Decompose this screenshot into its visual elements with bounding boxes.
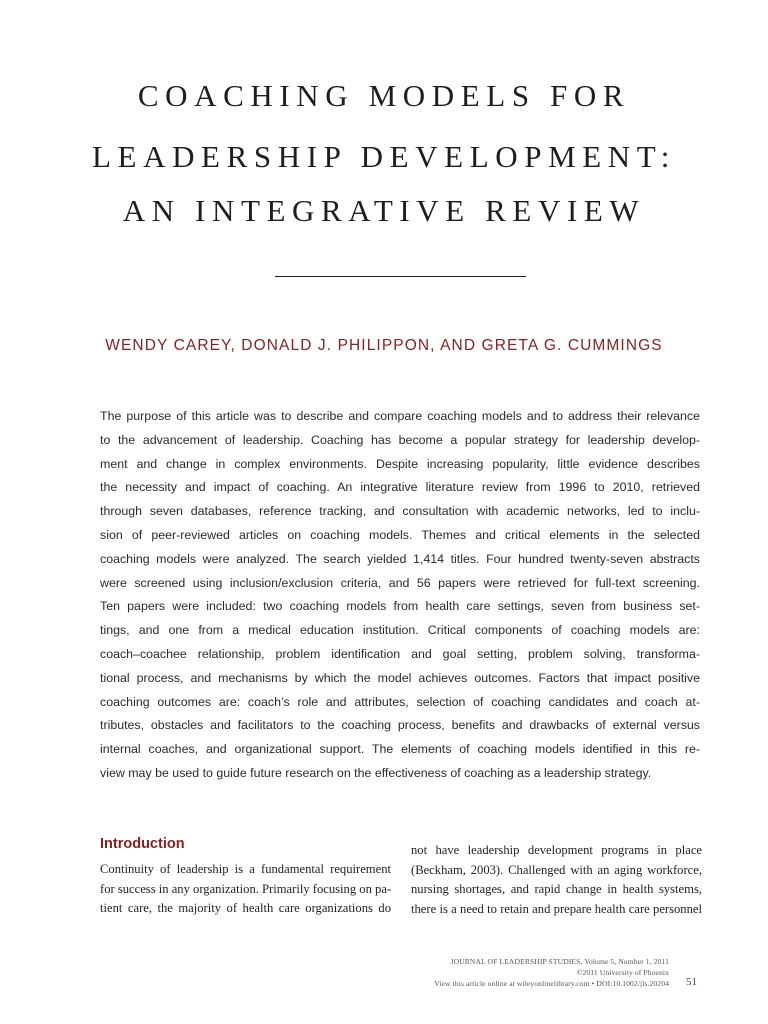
abstract-line: coach–coachee relationship, problem identification and goal setting, problem solving, transforma- xyxy=(100,646,700,661)
abstract-line: the necessity and impact of coaching. An integrative literature review from 1996 to 2010, retrieved xyxy=(100,480,700,495)
abstract-line: tributes, obstacles and facilitators to the coaching process, benefits and drawbacks of external versus xyxy=(100,718,700,733)
abstract-line: view may be used to guide future research on the effectiveness of coaching as a leadership strategy. xyxy=(100,765,652,780)
abstract xyxy=(100,405,700,786)
title-divider xyxy=(275,276,526,277)
abstract-line: to the advancement of leadership. Coaching has become a popular strategy for leadership develop- xyxy=(100,432,700,447)
abstract-line: were screened using inclusion/exclusion criteria, and 56 papers were retrieved for full-text screening. xyxy=(100,575,700,590)
online-doi-link[interactable]: View this article online at wileyonlinelibrary.com • DOI:10.1002/jls.20204 xyxy=(434,979,669,988)
article-title-line-1: COACHING MODELS FOR xyxy=(137,78,631,113)
section-heading-introduction: Introduction xyxy=(100,836,185,852)
abstract-line: coaching models were analyzed. The search yielded 1,414 titles. Four hundred twenty-seven abstracts xyxy=(100,551,700,566)
abstract-line: ment and change in complex environments. Despite increasing popularity, little evidence describes xyxy=(100,456,700,471)
journal-citation: JOURNAL OF LEADERSHIP STUDIES, Volume 5, Number 1, 2011 xyxy=(450,957,669,966)
article-title-line-2: LEADERSHIP DEVELOPMENT: xyxy=(92,139,676,174)
body-line: not have leadership development programs in place xyxy=(411,843,702,857)
author-list: WENDY CAREY, DONALD J. PHILIPPON, AND GRETA G. CUMMINGS xyxy=(105,337,663,354)
article-title-line-3: AN INTEGRATIVE REVIEW xyxy=(122,193,646,228)
abstract-line: Ten papers were included: two coaching models from health care settings, seven from business set- xyxy=(100,599,700,614)
copyright-notice: ©2011 University of Phoenix xyxy=(576,968,669,977)
abstract-line: tional process, and mechanisms by which the model achieves outcomes. Factors that impact positive xyxy=(100,670,700,685)
body-line: (Beckham, 2003). Challenged with an aging workforce, xyxy=(411,862,702,877)
journal-footer xyxy=(434,956,669,989)
body-line: there is a need to retain and prepare health care personnel xyxy=(411,901,702,916)
body-line: nursing shortages, and rapid change in health systems, xyxy=(411,882,702,896)
abstract-line: internal coaches, and organizational support. The elements of coaching models identified in this re- xyxy=(100,742,700,757)
abstract-line: The purpose of this article was to describe and compare coaching models and to address their relevance xyxy=(100,409,700,423)
body-column-left xyxy=(100,860,391,919)
abstract-line: sion of peer-reviewed articles on coaching models. Themes and critical elements in the selected xyxy=(100,527,700,542)
body-line: for success in any organization. Primarily focusing on pa- xyxy=(100,881,392,896)
abstract-line: through seven databases, reference tracking, and consultation with academic networks, led to inclu- xyxy=(100,504,700,519)
body-line: tient care, the majority of health care organizations do xyxy=(100,901,391,915)
page-number: 51 xyxy=(686,976,697,988)
body-column-right xyxy=(411,841,702,919)
body-line: Continuity of leadership is a fundamental requirement xyxy=(100,862,391,876)
abstract-line: coaching outcomes are: coach’s role and attributes, selection of coaching candidates and coach at- xyxy=(100,694,700,709)
abstract-line: tings, and one from a medical education institution. Critical components of coaching models are: xyxy=(100,623,700,638)
